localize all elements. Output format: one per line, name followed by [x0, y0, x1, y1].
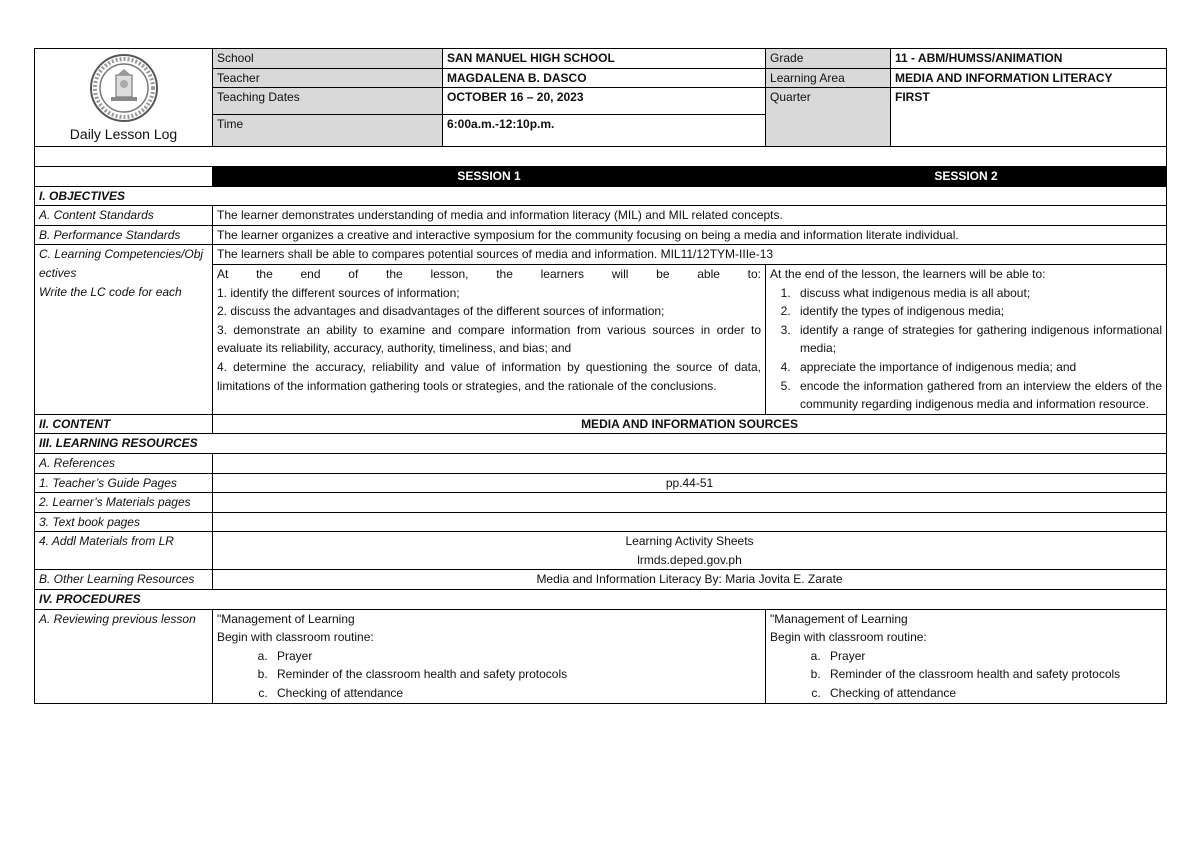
session-2-procedure — [766, 609, 1167, 703]
references-value — [213, 453, 1167, 473]
lesson-log-page — [34, 48, 1166, 704]
content-standards-label: A. Content Standards — [35, 206, 213, 226]
spacer-row — [35, 147, 1167, 167]
grade-value: 11 - ABM/HUMSS/ANIMATION — [891, 49, 1167, 69]
quarter-label: Quarter — [766, 88, 891, 147]
session-2-routine-item: a. Prayer — [824, 647, 1162, 666]
performance-standards-text: The learner organizes a creative and interactive symposium for the community focusing on being a media and information literate individual. — [213, 225, 1167, 245]
learners-materials-label: 2. Learner’s Materials pages — [35, 493, 213, 513]
teacher-value: MAGDALENA B. DASCO — [443, 68, 766, 88]
session-2-routine-item: b. Reminder of the classroom health and safety protocols — [824, 665, 1162, 684]
quarter-value: FIRST — [891, 88, 1167, 147]
content-standards-text: The learner demonstrates understanding of media and information literacy (MIL) and MIL related concepts. — [213, 206, 1167, 226]
session-2-procedure-title: "Management of Learning — [770, 611, 908, 626]
session-2-objectives — [766, 264, 1167, 414]
other-resources-value: Media and Information Literacy By: Maria Jovita E. Zarate — [213, 570, 1167, 590]
teachers-guide-label: 1. Teacher’s Guide Pages — [35, 473, 213, 493]
competencies-label: C. Learning Competencies/Objectives — [39, 247, 204, 280]
logo-label: Daily Lesson Log — [69, 126, 178, 142]
session-2-routine-item: c. Checking of attendance — [824, 684, 1162, 703]
session-1-intro: At the end of the lesson, the learners will be able to: — [217, 266, 762, 281]
content-value: MEDIA AND INFORMATION SOURCES — [213, 414, 1167, 434]
competencies-note: Write the LC code for each — [39, 284, 182, 299]
teaching-dates-value: OCTOBER 16 – 20, 2023 — [443, 88, 766, 115]
session-1-objective-3: 3. demonstrate an ability to examine and compare information from various sources in order to evaluate its reliability, accuracy, authority, timeliness, and bias; and — [217, 322, 762, 356]
textbook-pages-value — [213, 512, 1167, 532]
session-1-routine-item: b. Reminder of the classroom health and safety protocols — [271, 665, 761, 684]
session-2-intro: At the end of the lesson, the learners will be able to: — [770, 266, 1046, 281]
additional-materials-label: 4. Addl Materials from LR — [35, 532, 213, 570]
reviewing-lesson-label: A. Reviewing previous lesson — [35, 609, 213, 703]
lesson-log-table — [34, 48, 1167, 704]
objectives-heading: I. OBJECTIVES — [35, 186, 1167, 206]
additional-materials-value — [213, 532, 1167, 570]
session-2-procedure-routine: Begin with classroom routine: — [770, 630, 927, 645]
session-2-objective-5: 5. encode the information gathered from an interview the elders of the community regarding indigenous media and information resource. — [794, 377, 1162, 414]
logo-cell — [35, 49, 213, 147]
competency-text: The learners shall be able to compares potential sources of media and information. MIL11/12TYM-IIIe-13 — [213, 245, 1167, 265]
session-1-routine-item: c. Checking of attendance — [271, 684, 761, 703]
school-value: SAN MANUEL HIGH SCHOOL — [443, 49, 766, 69]
session-2-objective-2: 2. identify the types of indigenous media; — [794, 302, 1162, 321]
textbook-pages-label: 3. Text book pages — [35, 512, 213, 532]
session-1-header: SESSION 1 — [213, 167, 766, 187]
learning-area-label: Learning Area — [766, 68, 891, 88]
teaching-dates-label: Teaching Dates — [213, 88, 443, 115]
teachers-guide-value: pp.44-51 — [213, 473, 1167, 493]
session-2-objective-3: 3. identify a range of strategies for gathering indigenous informational media; — [794, 321, 1162, 358]
other-resources-label: B. Other Learning Resources — [35, 570, 213, 590]
lrmds-link[interactable]: lrmds.deped.gov.ph — [637, 552, 742, 567]
references-label: A. References — [35, 453, 213, 473]
session-1-objectives — [213, 264, 766, 414]
session-1-procedure-routine: Begin with classroom routine: — [217, 630, 374, 645]
learning-activity-sheets: Learning Activity Sheets — [625, 534, 754, 549]
session-1-objective-1: 1. identify the different sources of information; — [217, 285, 460, 300]
time-value: 6:00a.m.-12:10p.m. — [443, 115, 766, 147]
learners-materials-value — [213, 493, 1167, 513]
session-1-procedure-title: "Management of Learning — [217, 611, 355, 626]
performance-standards-label: B. Performance Standards — [35, 225, 213, 245]
school-label: School — [213, 49, 443, 69]
learning-area-value: MEDIA AND INFORMATION LITERACY — [891, 68, 1167, 88]
grade-label: Grade — [766, 49, 891, 69]
learning-resources-heading: III. LEARNING RESOURCES — [35, 434, 1167, 454]
session-2-objective-1: 1. discuss what indigenous media is all about; — [794, 284, 1162, 303]
competencies-cell — [35, 245, 213, 414]
session-header-blank — [35, 167, 213, 187]
time-label: Time — [213, 115, 443, 147]
teacher-label: Teacher — [213, 68, 443, 88]
session-1-routine-item: a. Prayer — [271, 647, 761, 666]
content-heading: II. CONTENT — [35, 414, 213, 434]
session-2-header: SESSION 2 — [766, 167, 1167, 187]
session-1-procedure — [213, 609, 766, 703]
session-1-objective-4: 4. determine the accuracy, reliability and value of information by questioning the source of data, limitations of the information gathering tools or strategies, and the rationale of the conclusions. — [217, 359, 762, 393]
session-1-objective-2: 2. discuss the advantages and disadvantages of the different sources of information; — [217, 304, 665, 319]
procedures-heading: IV. PROCEDURES — [35, 590, 1167, 610]
deped-seal-icon — [89, 53, 159, 123]
session-2-objective-4: 4. appreciate the importance of indigenous media; and — [794, 358, 1162, 377]
